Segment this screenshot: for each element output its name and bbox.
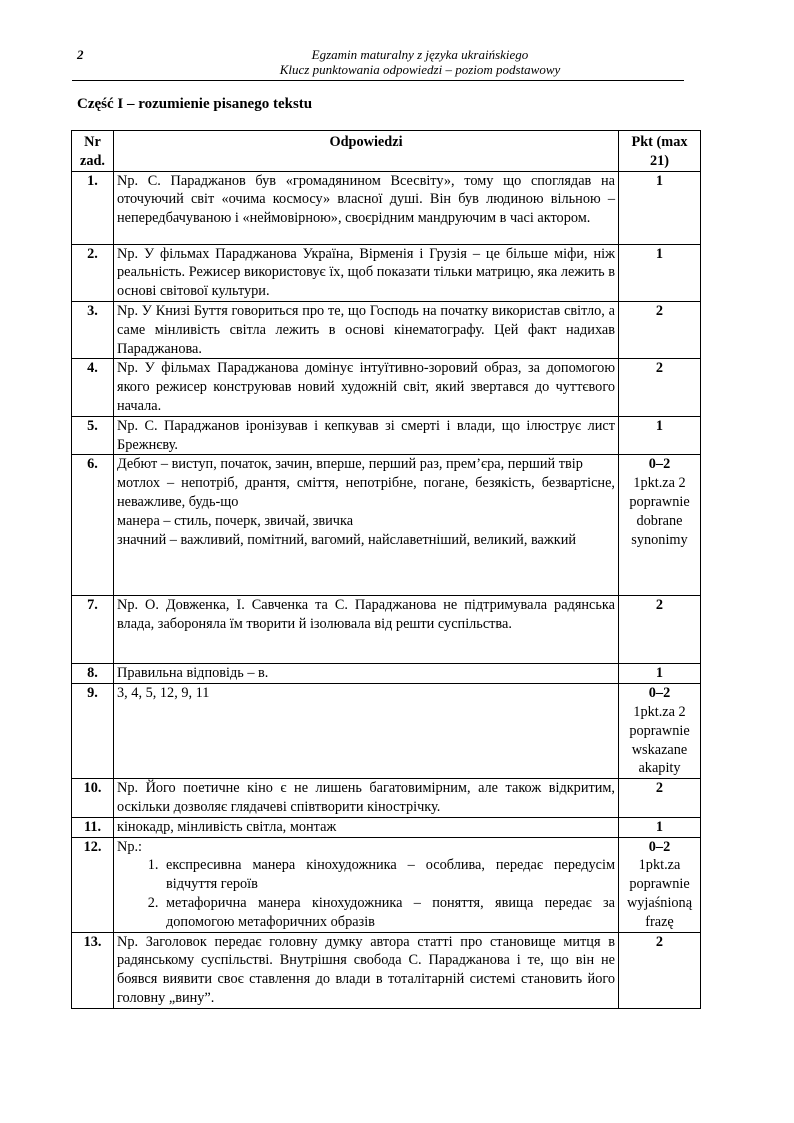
- synonym-line: манера – стиль, почерк, звичай, звичка: [117, 512, 354, 529]
- answer-text: Np. С. Параджанов був «громадянином Всесвіту», тому що споглядав на оточуючий світ «очима космосу» власної душі. Він був людиною вільною – непередбачуваною і «неймовірною», своєрідним мандруючим в часі актором.: [114, 171, 619, 244]
- task-number: 8.: [72, 664, 114, 684]
- points-value: 1: [655, 172, 664, 189]
- task-number: 10.: [72, 779, 114, 818]
- answer-text: Np. Заголовок передає головну думку автора статті про становище митця в радянському суспільстві. Внутрішня свобода С. Параджанова і те, що він не боявся виявити своє ставлення до влади в тоталітарній системі становить його головну „вину”.: [114, 932, 619, 1008]
- points-note: dobrane: [636, 512, 683, 529]
- points-value: 1: [655, 665, 664, 682]
- points-value: 2: [655, 597, 664, 614]
- answer-key-table: [71, 130, 701, 1009]
- answer-text: 3, 4, 5, 12, 9, 11: [114, 684, 619, 779]
- points-value: 0–2: [648, 838, 671, 855]
- points-value: 2: [655, 302, 664, 319]
- task-number: 9.: [72, 684, 114, 779]
- task-number: 2.: [72, 244, 114, 301]
- table-row: [72, 817, 701, 837]
- answer-intro: Np.:: [117, 838, 143, 855]
- table-row: [72, 244, 701, 301]
- task-number: 13.: [72, 932, 114, 1008]
- task-number: 11.: [72, 817, 114, 837]
- task-number: 6.: [72, 455, 114, 596]
- points-note: frazę: [645, 913, 674, 930]
- page-number: 2: [77, 47, 84, 62]
- points-value: 2: [655, 360, 664, 377]
- table-row: [72, 416, 701, 455]
- table-header-row: [72, 131, 701, 172]
- table-row: [72, 684, 701, 779]
- answer-text: Np. О. Довженка, І. Савченка та С. Параджанова не підтримувала радянська влада, забороняла їм творити й ізолювала від решти суспільства.: [114, 596, 619, 664]
- answer-text: Np. У Книзі Буття говориться про те, що Господь на початку використав світло, а саме мінливість світла лежить в основі кінематографу. Цей факт надихав Параджанова.: [114, 301, 619, 358]
- header-pkt: Pkt (max 21): [619, 131, 701, 172]
- header-answers: Odpowiedzi: [114, 131, 619, 172]
- points-value: 1: [655, 417, 664, 434]
- answer-text: Правильна відповідь – в.: [114, 664, 619, 684]
- points-value: 0–2: [648, 456, 671, 473]
- points-value: 1: [655, 245, 664, 262]
- table-row: [72, 171, 701, 244]
- points-note: akapity: [638, 760, 681, 777]
- table-row: [72, 779, 701, 818]
- points-note: 1pkt.za 2: [633, 475, 686, 492]
- points-note: wyjaśnioną: [626, 894, 693, 911]
- points-note: 1pkt.za 2: [633, 703, 686, 720]
- points-note: poprawnie: [629, 876, 690, 893]
- table-row: [72, 301, 701, 358]
- header-divider: [72, 80, 684, 81]
- points-value: 2: [655, 780, 664, 797]
- table-row: [72, 664, 701, 684]
- table-row: [72, 455, 701, 596]
- page-header: [170, 47, 670, 77]
- header-nr: Nr zad.: [72, 131, 114, 172]
- table-row: [72, 837, 701, 932]
- points-note: synonimy: [631, 531, 688, 548]
- synonym-line: мотлох – непотріб, дрантя, сміття, непотрібне, погане, безякість, безвартісне, неважливе, будь-що: [117, 475, 615, 510]
- answer-text: [114, 837, 619, 932]
- answer-text: Np. У фільмах Параджанова Україна, Вірменія і Грузія – це більше міфи, ніж реальність. Режисер використовує їх, щоб показати тільки матрицю, яка лежить в основі світової культури.: [114, 244, 619, 301]
- points-note: wskazane: [631, 741, 688, 758]
- header-key-subtitle: Klucz punktowania odpowiedzi – poziom podstawowy: [279, 62, 561, 77]
- points-value: 1: [655, 818, 664, 835]
- list-item: 2. метафорична манера кінохудожника – поняття, явища передає за допомогою метафоричних образів: [162, 894, 615, 932]
- table-row: [72, 359, 701, 416]
- answer-text: кінокадр, мінливість світла, монтаж: [114, 817, 619, 837]
- task-number: 4.: [72, 359, 114, 416]
- answer-text: Np. С. Параджанов іронізував і кепкував зі смерті і влади, що ілюструє лист Брежнєву.: [114, 416, 619, 455]
- task-number: 5.: [72, 416, 114, 455]
- table-row: [72, 596, 701, 664]
- task-number: 3.: [72, 301, 114, 358]
- task-number: 7.: [72, 596, 114, 664]
- answer-list: [117, 856, 615, 931]
- synonym-line: значний – важливий, помітний, вагомий, найславетніший, великий, важкий: [117, 531, 577, 548]
- points-value: 0–2: [648, 685, 671, 702]
- task-number: 1.: [72, 171, 114, 244]
- answer-text: [114, 455, 619, 596]
- task-number: 12.: [72, 837, 114, 932]
- section-title: Część I – rozumienie pisanego tekstu: [77, 96, 313, 112]
- answer-text: Np. У фільмах Параджанова домінує інтуїтивно-зоровий образ, за допомогою якого режисер конструював новий художній світ, який звертався до чуттєвого начала.: [114, 359, 619, 416]
- list-item: 1. експресивна манера кінохудожника – особлива, передає передусім відчуття героїв: [162, 856, 615, 894]
- synonym-line: Дебют – виступ, початок, зачин, вперше, перший раз, прем’єра, перший твір: [117, 456, 583, 473]
- points-note: poprawnie: [629, 493, 690, 510]
- table-row: [72, 932, 701, 1008]
- answer-text: Np. Його поетичне кіно є не лишень багатовимірним, але також відкритим, оскільки дозволяє глядачеві співтворити кінострічку.: [114, 779, 619, 818]
- points-note: 1pkt.za: [638, 857, 681, 874]
- points-value: 2: [655, 933, 664, 950]
- header-exam-title: Egzamin maturalny z języka ukraińskiego: [311, 47, 529, 62]
- points-note: poprawnie: [629, 722, 690, 739]
